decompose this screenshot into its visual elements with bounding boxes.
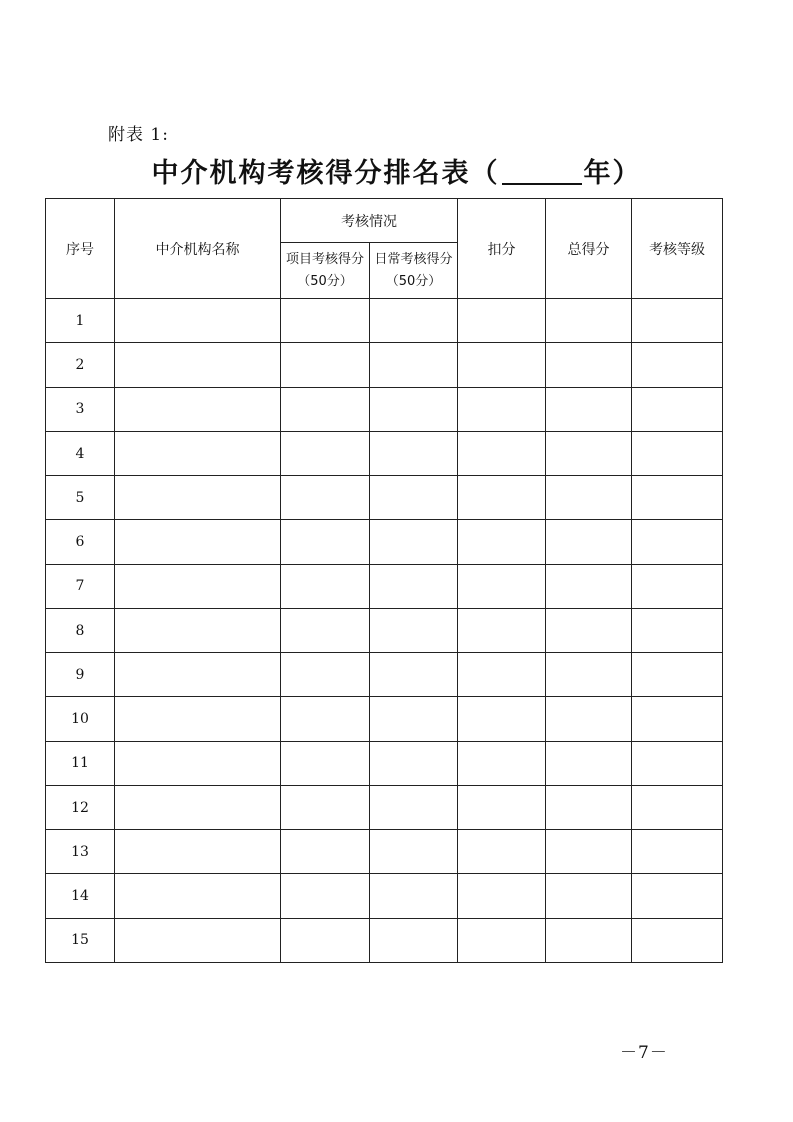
deduction-cell[interactable]	[458, 918, 546, 962]
row-seq: 14	[46, 874, 115, 918]
deduction-cell[interactable]	[458, 520, 546, 564]
daily-score-cell[interactable]	[370, 343, 458, 387]
daily-score-cell[interactable]	[370, 697, 458, 741]
grade-cell[interactable]	[632, 653, 723, 697]
project-score-cell[interactable]	[281, 608, 370, 652]
table-row	[46, 431, 723, 475]
grade-cell[interactable]	[632, 697, 723, 741]
deduction-cell[interactable]	[458, 431, 546, 475]
table-row	[46, 520, 723, 564]
grade-cell[interactable]	[632, 387, 723, 431]
agency-name-cell[interactable]	[115, 785, 281, 829]
grade-cell[interactable]	[632, 830, 723, 874]
deduction-cell[interactable]	[458, 608, 546, 652]
total-cell[interactable]	[546, 741, 632, 785]
row-seq: 1	[46, 299, 115, 343]
agency-name-cell[interactable]	[115, 741, 281, 785]
header-assessment: 考核情况	[281, 199, 458, 243]
daily-score-cell[interactable]	[370, 918, 458, 962]
project-score-cell[interactable]	[281, 785, 370, 829]
total-cell[interactable]	[546, 830, 632, 874]
project-score-max: （50分）	[297, 273, 353, 289]
agency-name-cell[interactable]	[115, 697, 281, 741]
table-row	[46, 299, 723, 343]
daily-score-cell[interactable]	[370, 520, 458, 564]
grade-cell[interactable]	[632, 476, 723, 520]
total-cell[interactable]	[546, 343, 632, 387]
total-cell[interactable]	[546, 653, 632, 697]
daily-score-cell[interactable]	[370, 874, 458, 918]
total-cell[interactable]	[546, 874, 632, 918]
total-cell[interactable]	[546, 785, 632, 829]
agency-name-cell[interactable]	[115, 608, 281, 652]
project-score-cell[interactable]	[281, 741, 370, 785]
daily-score-cell[interactable]	[370, 431, 458, 475]
page-title	[0, 154, 793, 194]
grade-cell[interactable]	[632, 564, 723, 608]
total-cell[interactable]	[546, 431, 632, 475]
row-seq: 12	[46, 785, 115, 829]
total-cell[interactable]	[546, 918, 632, 962]
total-cell[interactable]	[546, 520, 632, 564]
grade-cell[interactable]	[632, 299, 723, 343]
year-blank	[502, 159, 582, 185]
daily-score-max: （50分）	[385, 273, 442, 289]
total-cell[interactable]	[546, 476, 632, 520]
row-seq: 9	[46, 653, 115, 697]
grade-cell[interactable]	[632, 874, 723, 918]
row-seq: 8	[46, 608, 115, 652]
daily-score-label: 日常考核得分	[374, 251, 453, 267]
deduction-cell[interactable]	[458, 653, 546, 697]
deduction-cell[interactable]	[458, 741, 546, 785]
table-row	[46, 874, 723, 918]
daily-score-cell[interactable]	[370, 476, 458, 520]
title-suffix: 年）	[583, 158, 642, 189]
table-row	[46, 741, 723, 785]
daily-score-cell[interactable]	[370, 299, 458, 343]
agency-name-cell[interactable]	[115, 520, 281, 564]
header-grade: 考核等级	[632, 199, 723, 299]
header-seq: 序号	[46, 199, 115, 299]
total-cell[interactable]	[546, 608, 632, 652]
row-seq: 13	[46, 830, 115, 874]
header-daily-score	[370, 243, 458, 299]
agency-name-cell[interactable]	[115, 343, 281, 387]
deduction-cell[interactable]	[458, 299, 546, 343]
row-seq: 4	[46, 431, 115, 475]
daily-score-cell[interactable]	[370, 785, 458, 829]
project-score-cell[interactable]	[281, 299, 370, 343]
row-seq: 6	[46, 520, 115, 564]
deduction-cell[interactable]	[458, 476, 546, 520]
title-prefix: 中介机构考核得分排名表（	[151, 158, 500, 189]
deduction-cell[interactable]	[458, 343, 546, 387]
grade-cell[interactable]	[632, 918, 723, 962]
agency-name-cell[interactable]	[115, 874, 281, 918]
project-score-cell[interactable]	[281, 476, 370, 520]
page-number: －7－	[620, 1043, 668, 1063]
table-row	[46, 387, 723, 431]
deduction-cell[interactable]	[458, 830, 546, 874]
agency-name-cell[interactable]	[115, 918, 281, 962]
total-cell[interactable]	[546, 697, 632, 741]
agency-name-cell[interactable]	[115, 653, 281, 697]
attachment-label: 附表 1:	[108, 125, 169, 145]
table-row	[46, 697, 723, 741]
header-project-score	[281, 243, 370, 299]
agency-name-cell[interactable]	[115, 564, 281, 608]
deduction-cell[interactable]	[458, 387, 546, 431]
row-seq: 11	[46, 741, 115, 785]
table-row	[46, 653, 723, 697]
deduction-cell[interactable]	[458, 874, 546, 918]
table-row	[46, 476, 723, 520]
deduction-cell[interactable]	[458, 564, 546, 608]
agency-name-cell[interactable]	[115, 431, 281, 475]
daily-score-cell[interactable]	[370, 387, 458, 431]
daily-score-cell[interactable]	[370, 564, 458, 608]
row-seq: 2	[46, 343, 115, 387]
grade-cell[interactable]	[632, 343, 723, 387]
project-score-cell[interactable]	[281, 431, 370, 475]
header-deduction: 扣分	[458, 199, 546, 299]
total-cell[interactable]	[546, 387, 632, 431]
table-row	[46, 830, 723, 874]
header-agency-name: 中介机构名称	[115, 199, 281, 299]
project-score-cell[interactable]	[281, 520, 370, 564]
row-seq: 5	[46, 476, 115, 520]
total-cell[interactable]	[546, 299, 632, 343]
table-row	[46, 343, 723, 387]
agency-name-cell[interactable]	[115, 830, 281, 874]
row-seq: 7	[46, 564, 115, 608]
project-score-cell[interactable]	[281, 830, 370, 874]
agency-name-cell[interactable]	[115, 387, 281, 431]
grade-cell[interactable]	[632, 520, 723, 564]
agency-name-cell[interactable]	[115, 476, 281, 520]
agency-name-cell[interactable]	[115, 299, 281, 343]
table-row	[46, 918, 723, 962]
project-score-cell[interactable]	[281, 564, 370, 608]
table-row	[46, 608, 723, 652]
table-row	[46, 785, 723, 829]
project-score-cell[interactable]	[281, 653, 370, 697]
header-total: 总得分	[546, 199, 632, 299]
project-score-cell[interactable]	[281, 343, 370, 387]
project-score-cell[interactable]	[281, 697, 370, 741]
project-score-cell[interactable]	[281, 874, 370, 918]
ranking-table	[45, 198, 723, 963]
row-seq: 3	[46, 387, 115, 431]
row-seq: 15	[46, 918, 115, 962]
project-score-label: 项目考核得分	[285, 251, 364, 267]
project-score-cell[interactable]	[281, 387, 370, 431]
daily-score-cell[interactable]	[370, 741, 458, 785]
grade-cell[interactable]	[632, 785, 723, 829]
grade-cell[interactable]	[632, 431, 723, 475]
table-row	[46, 564, 723, 608]
deduction-cell[interactable]	[458, 785, 546, 829]
row-seq: 10	[46, 697, 115, 741]
grade-cell[interactable]	[632, 608, 723, 652]
project-score-cell[interactable]	[281, 918, 370, 962]
deduction-cell[interactable]	[458, 697, 546, 741]
daily-score-cell[interactable]	[370, 830, 458, 874]
daily-score-cell[interactable]	[370, 653, 458, 697]
total-cell[interactable]	[546, 564, 632, 608]
daily-score-cell[interactable]	[370, 608, 458, 652]
grade-cell[interactable]	[632, 741, 723, 785]
